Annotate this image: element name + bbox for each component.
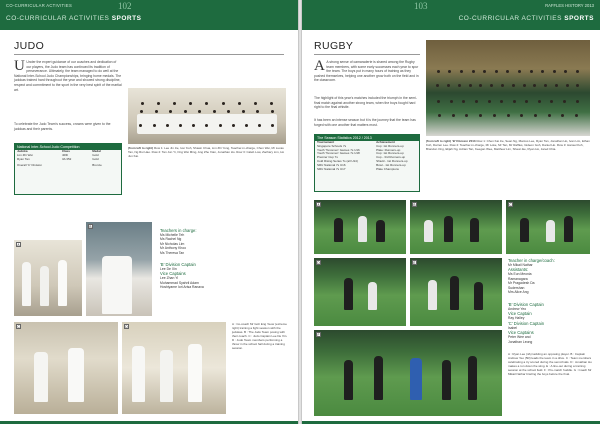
left-section-label: CO-CURRICULAR ACTIVITIES SPORTS (6, 15, 142, 22)
photo-badge: F (317, 333, 320, 337)
table-header: Achievement (376, 140, 395, 144)
photo-badge: D (317, 261, 320, 265)
photo-badge: A (317, 203, 320, 207)
rugby-captains-block: 'B' Division Captain Andrew Yeo Vice Captain Ray Halley 'C' Division Captain Isabel Vice Captains Peter Wee and Jonathan Leong (508, 302, 545, 344)
judo-photo-b (86, 222, 152, 316)
judo-photo-d (122, 322, 226, 414)
left-page-number: 102 (118, 1, 132, 11)
rugby-title: RUGBY (314, 40, 354, 52)
right-page-number: 103 (414, 1, 428, 11)
rugby-photo-d (314, 258, 406, 326)
table-row: Premier Cup 7s Cup - 3rd Runners-up (317, 155, 406, 160)
judo-title: JUDO (14, 40, 45, 52)
rugby-photo-b (410, 200, 502, 254)
right-running-header: RAFFLES HISTORY 2013 (545, 3, 594, 8)
rugby-photos-caption: A : Ryan Lee (4A) tackling an opposing player. B : Captain Andrew Yeo (5R) leads the team in a drive. C : Team members celebrating a try scored during the semi-finals. D : Jonathan Ho makes a run down the wing. E : A line-out during a training session at the school field. F : Pre-match huddle. G : Coach Mr Mikail Nathar briefing the boys before the final. (508, 352, 592, 376)
table-row: Youth 'Tenomen' Games 7s U16 Plate: Runners-up (317, 147, 401, 152)
rugby-intro-3: It has been an intense season but it is the journey that the team has forged with one another that matters most. (314, 118, 416, 127)
table-header: Medal (92, 149, 101, 153)
table-row: Singapore Schools 7s Cup: 1st Runners-up (317, 143, 404, 148)
judo-intro: U Under the expert guidance of our coaches and dedication of our players, the Judo team has continued its tradition of perseverance. Ultimately, the team managed to do well at the National Inter-School Judo Championships, bringing home medals. The judokas trained hard throughout the year and showed strong discipline, respect and commitment to the sport in the very best spirit of the martial art. (14, 58, 122, 92)
table-row: Overall 'C' Division Bronze (17, 163, 102, 168)
photo-badge: C (17, 325, 20, 329)
table-row: Lim Zhi Wei 4RD Gold (17, 152, 99, 157)
right-page (302, 0, 600, 424)
table-header: Judoka (17, 149, 28, 153)
table-row: Youth 'Tenomen' Games 7s U18 Cup: 1st Runners-up (317, 151, 404, 156)
rugby-staff-block: Teacher in charge/coach: Mr Mikail Nathar Assistants: Ms Eun Meonia Ramanagara Mr Pragadesh Da Sudershan Mrs Alice Ang (508, 258, 555, 295)
photo-badge: A (17, 243, 20, 247)
judo-table-title: National Inter-School Judo Competition (15, 144, 121, 150)
judo-photos-caption: A : Co-coach Mr Goh Eng Yeow (extreme right) training a fight session with the judokas. B : The Judo Team posing with their coach. C : Judo Captain Lee De Xin. D : Judo Team members performing a throw in the school hall during a training session. (232, 322, 288, 350)
table-header: Tournament (317, 140, 335, 144)
right-section-label: CO-CURRICULAR ACTIVITIES SPORTS (458, 15, 594, 22)
table-row: Cold Rising Series 7s (all U14) Shield - 1st Runners-up (317, 158, 408, 163)
rugby-photo-f (314, 330, 502, 416)
judo-photo-c (14, 322, 118, 414)
rugby-photo-a (314, 200, 406, 254)
title-rule (314, 54, 420, 55)
judo-team-photo (128, 88, 286, 144)
photo-badge: B (89, 225, 92, 229)
judo-intro-2: To celebrate the Judo Team's success, crowns were given to the judokas and their parents. (14, 122, 111, 131)
left-running-header: CO-CURRICULAR ACTIVITIES (6, 3, 73, 8)
rugby-stats-table (314, 134, 420, 192)
judo-photo-a (14, 240, 82, 316)
judo-results-table (14, 143, 122, 195)
left-page (0, 0, 298, 424)
rugby-photo-c (506, 200, 590, 254)
left-header-bar (0, 0, 298, 30)
rugby-stats-title: The Season Statistics 2012 / 2013 (315, 135, 419, 141)
rugby-intro: A A strong sense of camaraderie is shared among the Rugby team members, with some early successes each year to spur the team. The boys put in many hours of training as they pushed themselves, helping one another grow both on the field and in the classroom. (314, 58, 419, 83)
right-header-bar (302, 0, 600, 30)
judo-captains-block: 'B' Division Captain Lee De Xin Vice Captains Lee Zhan Yi Muhammad Syahril Adam Hoshiyame Iori Arisa Ranaxa (160, 262, 204, 290)
judo-team-caption: (from left to right) Row 1: Lee Jin Jie, Iver Koh, Shawn Chua, Lim Zhi Yong, Teacher-in-charge, Chen Wei, Mr Lucas Tan, Ng Rui Hao. Row 2: Tan Jun Yi, Ong Wei Ming, Ang Zhe Xian, Jonathan Ho. Row 3: Caleb Low, Zachary Lim, Ho Jun Kai. (128, 146, 285, 158)
title-rule (14, 54, 284, 55)
photo-badge: C (509, 203, 512, 207)
photo-badge: B (413, 203, 416, 207)
rugby-team-caption: (from left to right) 'B' Division 2013 Row 1: Chen Kai Jie, Sean Ng, Marcus Lee, Ryan Tan, Jonathan Ho, Ivan Lim, Ethan Koh, Darren Lee. Row 2: Teacher-in-charge, Mr Loke, Mr Tan, Mr Raffles, Gideon Goh, Daniel Ho. Row 3: Hansel Koh, Brandon Ong, Elijah Ng, Adrian Tan, Keegan Wee, Matthew Lim, Shaun Ee, Ryan Ho, Jared Chia. (426, 139, 590, 151)
photo-badge: E (413, 261, 416, 265)
rugby-photo-e (410, 258, 502, 326)
photo-badge: D (125, 325, 128, 329)
table-row: SRU National 7s U17 Plate Champions (317, 166, 399, 171)
judo-teachers-block: Teachers in charge: Ms Michelle Teh Ms Rachel Ng Mr Nicholas Lim Mr Anthony Khoo Ms Theresa Tan (160, 228, 197, 255)
rugby-intro-2: The highlight of this year's matches included the triumph in the semi-final match against another strong team, when the boys fought hard right to the final whistle. (314, 96, 417, 110)
rugby-team-photo (426, 40, 590, 136)
table-row: SRU National 7s U16 Bowl - 1st Runners-up (317, 162, 406, 167)
table-header: Class (61, 149, 70, 153)
table-row: Ryan Tan 3A 352 Gold (17, 156, 99, 161)
